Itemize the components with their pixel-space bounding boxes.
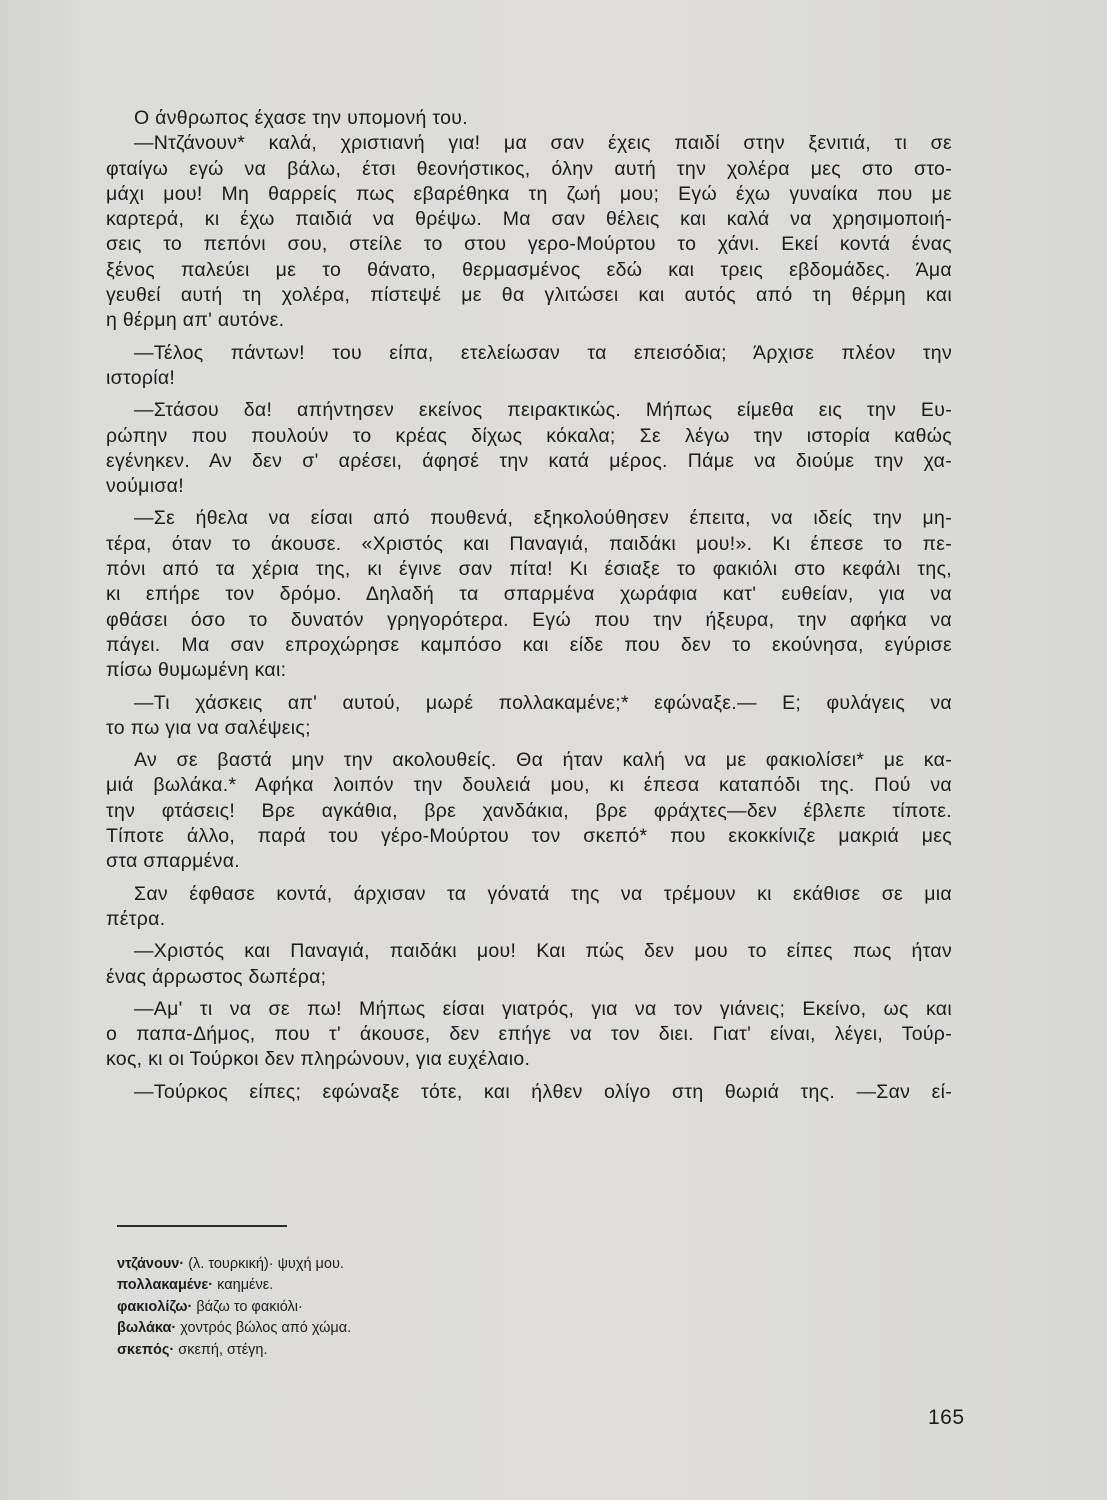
text-line: —Σε ήθελα να είσαι από πουθενά, εξηκολούθησεν έπειτα, να ιδείς την μη- [134,507,952,530]
text-line: —Τι χάσκεις απ' αυτού, μωρέ πολλακαμένε;* εφώναξε.— Ε; φυλάγεις να [134,691,952,714]
text-line: καρτερά, κι έχω παιδιά να θρέψω. Μα σαν θέλεις και καλά να χρησιμοποιή- [106,208,952,231]
text-line: στα σπαρμένα. [106,850,241,873]
footnote-divider [117,1225,287,1227]
text-line: η θέρμη απ' αυτόνε. [106,309,285,332]
footnote-definition: σκεπή, στέγη. [174,1341,268,1358]
text-line: νούμισα! [106,475,184,498]
text-line: ρώπην που πουλούν το κρέας δίχως κόκαλα; Σε λέγω την ιστορία καθώς [106,424,952,447]
footnote-term: σκεπός· [117,1341,175,1358]
text-line: —Αμ' τι να σε πω! Μήπως είσαι γιατρός, για να τον γιάνεις; Εκείνο, ως και [134,997,952,1020]
footnote [117,1275,617,1296]
text-line: γευθεί αυτή τη χολέρα, πίστεψέ με θα γλιτώσει και αυτός από τη θέρμη και [106,284,952,307]
text-line: ξένος παλεύει με το θάνατο, θερμασμένος εδώ και τρεις εβδομάδες. Άμα [106,258,952,281]
text-line: Τίποτε άλλο, παρά του γέρο-Μούρτου τον σκεπό* που εκοκκίνιζε μακριά μες [106,825,952,848]
text-line: κι επήρε τον δρόμο. Δηλαδή τα σπαρμένα χωράφια κατ' ευθείαν, για να [106,583,952,606]
footnote-definition: βάζω το φακιόλι· [192,1298,303,1315]
footnote-term: πολλακαμένε· [117,1277,214,1294]
footnote-definition: καημένε. [213,1277,274,1294]
text-line: ιστορία! [106,366,176,389]
page-number: 165 [928,1406,965,1429]
text-line: πάγει. Μα σαν επροχώρησε καμπόσο και είδε που δεν το εκούνησα, εγύρισε [106,633,952,656]
footnote [117,1340,617,1361]
footnote-term: φακιολίζω· [117,1298,193,1315]
text-line: πέτρα. [106,907,166,930]
text-line: Σαν έφθασε κοντά, άρχισαν τα γόνατά της να τρέμουν κι εκάθισε σε μια [134,882,952,905]
text-line: τέρα, όταν το άκουσε. «Χριστός και Παναγιά, παιδάκι μου!». Κι έπεσε το πε- [106,532,952,555]
footnote [117,1318,617,1339]
text-line: κος, κι οι Τούρκοι δεν πληρώνουν, για ευχέλαιο. [106,1048,531,1071]
text-line: Ο άνθρωπος έχασε την υπομονή του. [134,107,468,129]
footnote [117,1297,617,1318]
text-line: πόνι από τα χέρια της, κι έγινε σαν πίτα! Κι έσιαξε το φακιόλι στο κεφάλι της, [106,558,952,581]
text-line: σεις το πεπόνι σου, στείλε το στου γερο-Μούρτου το χάνι. Εκεί κοντά ένας [106,233,952,256]
text-line: —Τούρκος είπες; εφώναξε τότε, και ήλθεν ολίγο στη θωριά της. —Σαν εί- [134,1080,952,1103]
footnote-term: βωλάκα· [117,1320,177,1337]
footnote-term: ντζάνουν· [117,1256,185,1272]
text-line: —Χριστός και Παναγιά, παιδάκι μου! Και πώς δεν μου το είπες πως ήταν [134,940,952,963]
text-line: —Ντζάνουν* καλά, χριστιανή για! μα σαν έχεις παιδί στην ξενιτιά, τι σε [134,132,952,155]
footnotes [117,1254,617,1361]
text-line: το πω για να σαλέψεις; [106,716,311,739]
footnote [117,1254,617,1275]
footnote-definition: χοντρός βώλος από χώμα. [176,1320,352,1337]
body-text [106,106,952,1105]
text-line: πίσω θυμωμένη και: [106,659,287,682]
text-line: την φτάσεις! Βρε αγκάθια, βρε χανδάκια, βρε φράχτες—δεν έβλεπε τίποτε. [106,799,952,822]
text-line: ένας άρρωστος δωπέρα; [106,965,327,988]
text-line: Αν σε βαστά μην την ακολουθείς. Θα ήταν καλή να με φακιολίσει* με κα- [134,749,952,772]
text-line: φταίγω εγώ να βάλω, έτσι θεονήστικος, όλην αυτή την χολέρα μες στο στο- [106,157,952,180]
text-line: εγένηκεν. Αν δεν σ' αρέσει, άφησέ την κατά μέρος. Πάμε να διούμε την χα- [106,449,952,472]
text-line: μάχι μου! Μη θαρρείς πως εβαρέθηκα τη ζωή μου; Εγώ έχω γυναίκα που με [106,182,952,205]
text-line: —Τέλος πάντων! του είπα, ετελείωσαν τα επεισόδια; Άρχισε πλέον την [134,341,952,364]
footnote-definition: (λ. τουρκική)· ψυχή μου. [184,1256,344,1272]
text-line: ο παπα-Δήμος, που τ' άκουσε, δεν επήγε να τον διει. Γιατ' είναι, λέγει, Τούρ- [106,1023,952,1046]
text-line: —Στάσου δα! απήντησεν εκείνος πειρακτικώς. Μήπως είμεθα εις την Ευ- [134,399,952,422]
text-line: μιά βωλάκα.* Αφήκα λοιπόν την δουλειά μου, κι έπεσα καταπόδι της. Πού να [106,774,952,797]
text-line: φθάσει όσο το δυνατόν γρηγορότερα. Εγώ που την ήξευρα, την αφήκα να [106,608,952,631]
